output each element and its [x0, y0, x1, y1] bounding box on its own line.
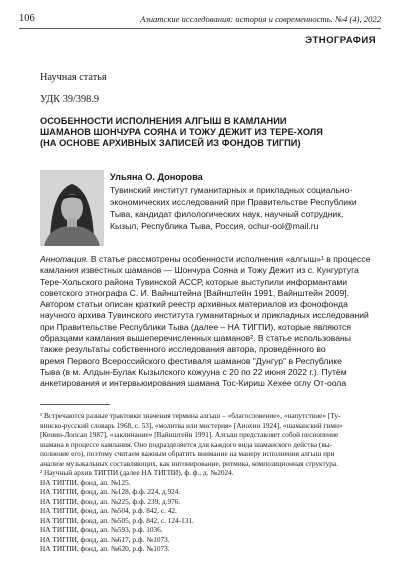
- header-divider: [19, 28, 381, 29]
- footnote-line: НА ТИГПИ, фонд, ап. №505, р.ф. 842, с. 124-131.: [40, 515, 194, 525]
- abstract-line: при Правительстве Республики Тыва (далее – НА ТИГПИ), которые являются: [40, 321, 351, 332]
- affiliation-line: экономических исследований при Правительстве Республики: [110, 197, 357, 207]
- footnote-line: полнение его), поэтому считаем важным обратить внимание на манеру исполнения алгыш при: [40, 449, 335, 458]
- section-heading: ЭТНОГРАФИЯ: [305, 35, 376, 46]
- footnote-line: НА ТИГПИ, фонд, ап. №225, ф.ф. 239, д.976.: [40, 496, 181, 506]
- footnote-line: НА ТИГПИ, фонд, ап. №593, р.ф. 1036.: [40, 525, 163, 534]
- title-line: ШАМАНОВ ШОНЧУРА СОЯНА И ТОЖУ ДЕЖИТ ИЗ ТЕРЕ-ХОЛЯ: [40, 127, 323, 138]
- abstract-line: Тере-Хольского района Тувинской АССР, которые выступили информантами: [40, 276, 348, 287]
- abstract-line: советского этнографа С. И. Вайнштейна [Вайнштейн 1991, Вайнштейн 2009].: [40, 287, 350, 298]
- title-line: ОСОБЕННОСТИ ИСПОЛНЕНИЯ АЛГЫШ В КАМЛАНИИ: [40, 116, 287, 126]
- abstract-line: Тыва (в м. Алдын-Булак Кызылского кожууна с 20 по 22 июня 2022 г.). Путём: [40, 366, 347, 377]
- article-type: Научная статья: [40, 72, 107, 83]
- affiliation-line: Тыва, кандидат филологических наук, научный сотрудник,: [110, 209, 344, 219]
- footnote-divider: [40, 404, 110, 405]
- footnote-line: НА ТИГПИ, фонд, ап. №504, р.ф. 842, с. 42.: [40, 506, 177, 515]
- footnote-line: винско-русский словарь 1968, с. 53], «молитва или мистерия» [Анохин 1924], «шаманский гимн»: [40, 420, 343, 430]
- abstract-line: образцами камлания вышеперечисленных шаманов². В статье использованы: [40, 333, 351, 344]
- author-photo: [40, 170, 104, 246]
- journal-title: Азиатские исследования: история и современность. №4 (4), 2022: [140, 14, 381, 24]
- footnote-line: ¹ Встречаются разные трактовки значения термина алгыш – «благословение», «напутствие» [Ту-: [40, 411, 341, 420]
- abstract: [40, 254, 386, 390]
- author-affiliation: [110, 184, 386, 232]
- abstract-line: Автором статьи описан краткий реестр архивных материалов из фонофонда: [40, 299, 348, 310]
- udk-code: УДК 39/398.9: [40, 94, 100, 105]
- abstract-line: время Первого Всероссийского фестиваля шаманов "Дунгур" в Республике: [40, 355, 342, 366]
- abstract-line: также результаты собственного исследования автора, проведённого во: [40, 344, 326, 355]
- footnote-line: НА ТИГПИ, фонд, ап. №128, ф.ф. 224, д.924.: [40, 487, 181, 496]
- abstract-label: Аннотация.: [40, 254, 89, 264]
- footnote-line: НА ТИГПИ, фонд, ап. №617, р.ф. №1073.: [40, 534, 170, 544]
- title-line: (НА ОСНОВЕ АРХИВНЫХ ЗАПИСЕЙ ИЗ ФОНДОВ ТИГПИ): [40, 138, 301, 149]
- affiliation-line: Кызыл, Республика Тыва, Россия, ochur-ool@mail.ru: [110, 221, 319, 231]
- article-title: [40, 116, 385, 150]
- page-number: 106: [19, 13, 35, 24]
- portrait-image: [40, 170, 104, 246]
- abstract-line: [40, 254, 386, 265]
- footnote-line: шамана в процессе камлания. Оно подразделяется для каждого вида шаманского действа (вы-: [40, 439, 333, 449]
- footnote-line: НА ТИГПИ, фонд, ап. №620, р.ф. №1073.: [40, 544, 170, 553]
- author-name: Ульяна О. Донорова: [110, 172, 203, 182]
- footnote-line: ² Научный архив ТИГПИ (далее НА ТИГПИ), ф. ф., д. №2024.: [40, 468, 234, 477]
- author-block: [110, 172, 386, 232]
- abstract-line: научного архива Тувинского института гуманитарных и прикладных исследований: [40, 310, 369, 321]
- affiliation-line: Тувинский институт гуманитарных и прикладных социально-: [110, 185, 353, 195]
- abstract-line: анкетирования и интервьюирования шамана Тос-Кириш Хеxее оглу От-оола: [40, 378, 347, 389]
- footnote-line: НА ТИГПИ, фонд, ап. №125.: [40, 477, 131, 487]
- footnotes: [40, 411, 386, 554]
- running-header: [19, 13, 381, 25]
- abstract-line: камлания известных шаманов — Шончура Сояна и Тожу Дежит из с. Кунгуртуга: [40, 265, 359, 276]
- footnote-line: анализе музыкальных составляющих, как интонирование, ритмика, композиционная структура.: [40, 458, 338, 468]
- footnote-line: [Кенин-Лопсан 1987], «заклинание» [Вайнштейн 1991]. Алгыш представляет собой песнопение: [40, 430, 339, 439]
- abstract-first-line: В статье рассмотрены особенности исполнения «алгыш»¹ в процессе: [88, 254, 371, 264]
